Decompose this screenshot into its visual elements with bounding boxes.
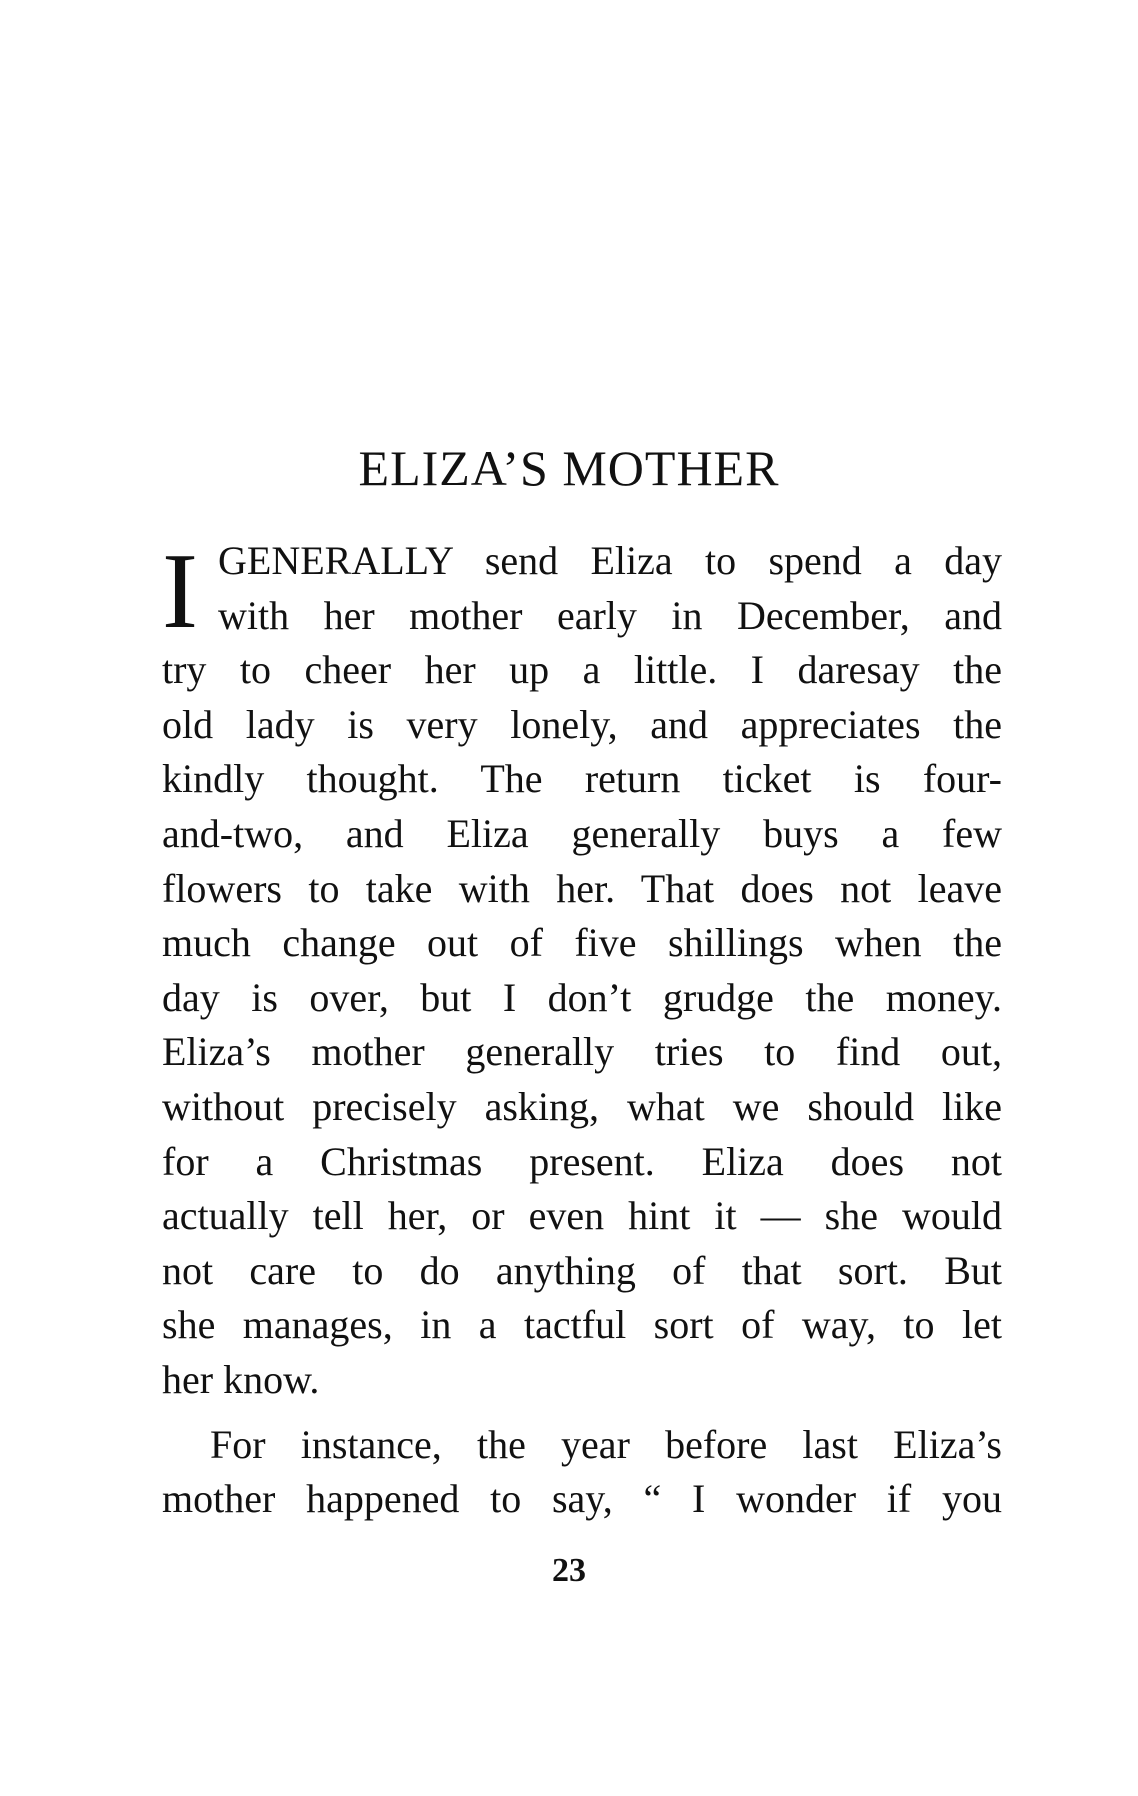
text-line: Eliza’s mother generally tries to find out, bbox=[162, 1029, 1002, 1075]
paragraph-1 bbox=[162, 534, 1002, 1408]
drop-cap: I bbox=[162, 532, 198, 651]
text-line: without precisely asking, what we should like bbox=[162, 1083, 1002, 1129]
text-line: much change out of five shillings when the bbox=[162, 920, 1002, 966]
text-line: day is over, but I don’t grudge the money. bbox=[162, 974, 1002, 1020]
chapter-title: ELIZA’S MOTHER bbox=[358, 440, 780, 496]
text-line: actually tell her, or even hint it — she would bbox=[162, 1193, 1002, 1239]
text-line: kindly thought. The return ticket is four- bbox=[162, 756, 1002, 802]
body-text bbox=[162, 534, 1002, 1527]
text-line: not care to do anything of that sort. But bbox=[162, 1247, 1002, 1293]
text-line: with her mother early in December, and bbox=[218, 592, 1002, 638]
text-line: try to cheer her up a little. I daresay the bbox=[162, 647, 1002, 693]
paragraph-gap bbox=[162, 1408, 1002, 1418]
text-line: flowers to take with her. That does not leave bbox=[162, 865, 1002, 911]
text-line: mother happened to say, “ I wonder if you bbox=[162, 1476, 1002, 1522]
text-line: GENERALLY send Eliza to spend a day bbox=[218, 538, 1002, 583]
text-line: and-two, and Eliza generally buys a few bbox=[162, 810, 1002, 856]
text-line: she manages, in a tactful sort of way, to let bbox=[162, 1302, 1002, 1348]
text-line: for a Christmas present. Eliza does not bbox=[162, 1138, 1002, 1184]
page-number: 23 bbox=[552, 1552, 586, 1589]
paragraph-2 bbox=[162, 1418, 1002, 1527]
text-line: For instance, the year before last Eliza’s bbox=[210, 1421, 1002, 1467]
text-line: old lady is very lonely, and appreciates the bbox=[162, 701, 1002, 747]
text-line: her know. bbox=[162, 1356, 320, 1402]
